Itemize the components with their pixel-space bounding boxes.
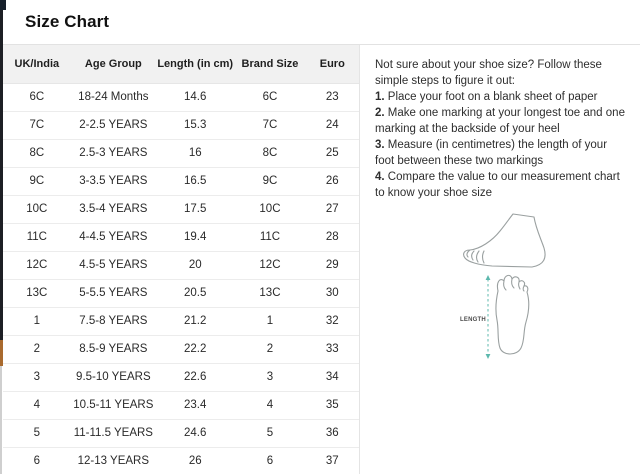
table-cell: 27 — [306, 195, 359, 223]
table-cell: 4.5-5 YEARS — [71, 251, 156, 279]
table-cell: 16 — [156, 139, 234, 167]
table-cell: 18-24 Months — [71, 83, 156, 111]
length-measure-line — [486, 275, 491, 359]
table-row — [3, 195, 359, 223]
table-cell: 4 — [3, 391, 71, 419]
table-row — [3, 363, 359, 391]
table-cell: 13C — [234, 279, 305, 307]
table-cell: 5 — [234, 419, 305, 447]
table-cell: 6 — [3, 447, 71, 474]
table-cell: 22.2 — [156, 335, 234, 363]
step-number: 1. — [375, 91, 385, 103]
table-cell: 10C — [3, 195, 71, 223]
table-cell: 2.5-3 YEARS — [71, 139, 156, 167]
table-row — [3, 111, 359, 139]
table-cell: 2 — [234, 335, 305, 363]
step-text: Measure (in centimetres) the length of your foot between these two markings — [375, 139, 608, 167]
instructions-text — [375, 57, 626, 201]
step-number: 4. — [375, 171, 385, 183]
page-title: Size Chart — [25, 12, 110, 31]
table-cell: 23.4 — [156, 391, 234, 419]
table-cell: 1 — [234, 307, 305, 335]
table-row — [3, 139, 359, 167]
page-edge-artifact-orange — [0, 340, 3, 366]
column-header-uk-india: UK/India — [3, 45, 71, 83]
table-cell: 2 — [3, 335, 71, 363]
table-cell: 22.6 — [156, 363, 234, 391]
table-cell: 5 — [3, 419, 71, 447]
table-cell: 26 — [306, 167, 359, 195]
table-cell: 26 — [156, 447, 234, 474]
table-cell: 9.5-10 YEARS — [71, 363, 156, 391]
table-cell: 24.6 — [156, 419, 234, 447]
table-cell: 20.5 — [156, 279, 234, 307]
instruction-step — [375, 105, 626, 137]
table-cell: 10C — [234, 195, 305, 223]
table-cell: 7C — [3, 111, 71, 139]
table-cell: 23 — [306, 83, 359, 111]
instruction-step — [375, 169, 626, 201]
size-table — [3, 45, 359, 474]
table-cell: 3 — [3, 363, 71, 391]
table-row — [3, 223, 359, 251]
table-cell: 9C — [234, 167, 305, 195]
table-row — [3, 279, 359, 307]
table-cell: 8C — [234, 139, 305, 167]
table-cell: 6C — [234, 83, 305, 111]
step-text: Compare the value to our measurement chart to know your shoe size — [375, 171, 620, 199]
size-chart-header — [3, 0, 640, 45]
table-cell: 17.5 — [156, 195, 234, 223]
table-cell: 7.5-8 YEARS — [71, 307, 156, 335]
table-cell: 11C — [234, 223, 305, 251]
size-chart-panel — [3, 0, 640, 474]
instruction-step — [375, 89, 626, 105]
table-cell: 29 — [306, 251, 359, 279]
table-cell: 19.4 — [156, 223, 234, 251]
table-cell: 21.2 — [156, 307, 234, 335]
table-cell: 20 — [156, 251, 234, 279]
table-cell: 12C — [234, 251, 305, 279]
table-cell: 12C — [3, 251, 71, 279]
size-table-body — [3, 83, 359, 474]
table-row — [3, 447, 359, 474]
table-cell: 33 — [306, 335, 359, 363]
table-row — [3, 167, 359, 195]
foot-measurement-diagram — [458, 209, 558, 359]
table-cell: 7C — [234, 111, 305, 139]
table-row — [3, 83, 359, 111]
step-number: 3. — [375, 139, 385, 151]
step-number: 2. — [375, 107, 385, 119]
table-cell: 4-4.5 YEARS — [71, 223, 156, 251]
table-cell: 6 — [234, 447, 305, 474]
table-row — [3, 307, 359, 335]
table-cell: 8.5-9 YEARS — [71, 335, 156, 363]
size-table-container — [3, 45, 360, 474]
length-label: LENGTH — [460, 317, 486, 323]
table-cell: 30 — [306, 279, 359, 307]
page-edge-artifact-dark — [0, 0, 3, 340]
table-row — [3, 335, 359, 363]
table-row — [3, 419, 359, 447]
column-header-brand-size: Brand Size — [234, 45, 305, 83]
table-cell: 3.5-4 YEARS — [71, 195, 156, 223]
table-row — [3, 391, 359, 419]
column-header-age-group: Age Group — [71, 45, 156, 83]
column-header-euro: Euro — [306, 45, 359, 83]
foot-diagram-icon — [458, 209, 558, 359]
table-cell: 35 — [306, 391, 359, 419]
size-table-head — [3, 45, 359, 83]
column-header-length-cm: Length (in cm) — [156, 45, 234, 83]
table-cell: 1 — [3, 307, 71, 335]
instruction-steps — [375, 89, 626, 201]
table-cell: 25 — [306, 139, 359, 167]
table-cell: 28 — [306, 223, 359, 251]
page-edge-artifact-gray — [0, 366, 2, 474]
table-cell: 13C — [3, 279, 71, 307]
table-cell: 8C — [3, 139, 71, 167]
table-cell: 10.5-11 YEARS — [71, 391, 156, 419]
table-cell: 15.3 — [156, 111, 234, 139]
instructions-pane — [360, 45, 640, 474]
table-cell: 9C — [3, 167, 71, 195]
page-edge-artifact-corner — [0, 0, 6, 10]
size-chart-content — [3, 45, 640, 474]
table-cell: 36 — [306, 419, 359, 447]
table-cell: 2-2.5 YEARS — [71, 111, 156, 139]
table-cell: 32 — [306, 307, 359, 335]
table-header-row — [3, 45, 359, 83]
table-cell: 11-11.5 YEARS — [71, 419, 156, 447]
table-cell: 12-13 YEARS — [71, 447, 156, 474]
table-cell: 34 — [306, 363, 359, 391]
instructions-intro: Not sure about your shoe size? Follow these simple steps to figure it out: — [375, 59, 602, 87]
step-text: Place your foot on a blank sheet of paper — [384, 91, 598, 103]
table-cell: 4 — [234, 391, 305, 419]
table-cell: 5-5.5 YEARS — [71, 279, 156, 307]
table-cell: 11C — [3, 223, 71, 251]
table-cell: 6C — [3, 83, 71, 111]
table-cell: 16.5 — [156, 167, 234, 195]
table-cell: 3 — [234, 363, 305, 391]
table-cell: 24 — [306, 111, 359, 139]
table-cell: 3-3.5 YEARS — [71, 167, 156, 195]
table-cell: 14.6 — [156, 83, 234, 111]
table-row — [3, 251, 359, 279]
instruction-step — [375, 137, 626, 169]
table-cell: 37 — [306, 447, 359, 474]
step-text: Make one marking at your longest toe and one marking at the backside of your heel — [375, 107, 625, 135]
